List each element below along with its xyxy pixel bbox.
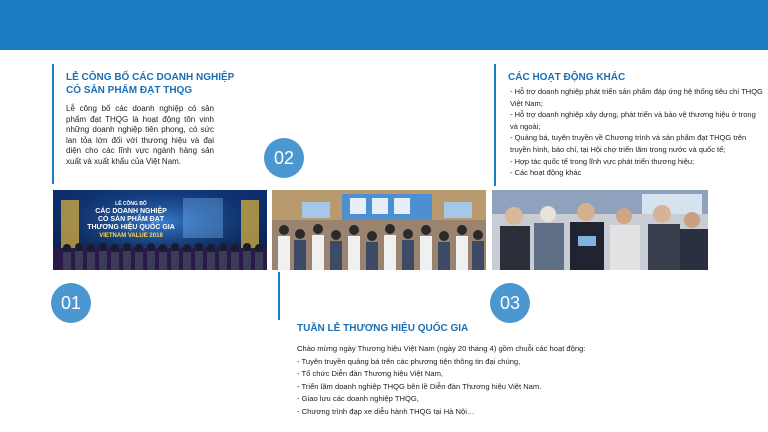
section2-accent-line [278,272,280,320]
section2-intro: Chào mừng ngày Thương hiệu Việt Nam (ngày 20 tháng 4) gồm chuỗi các hoạt động: [297,344,586,353]
award-ceremony-image [53,190,267,270]
photo-exhibition-visit [492,190,708,270]
photo1-caption-line2: CÁC DOANH NGHIỆP [95,208,167,215]
photo1-caption-line3: CÓ SẢN PHẨM ĐẠT [97,216,165,223]
list-item: - Giao lưu các doanh nghiệp THQG, [297,394,419,404]
list-item: - Quảng bá, tuyên truyền về Chương trình và sản phẩm đạt THQG trên truyền hình, báo chí, tại Hội chợ triển lãm trong nước và quốc tế; [510,133,747,154]
section1-body: Lễ công bố các doanh nghiệp có sản phẩm đạt THQG là hoạt động tôn vinh những doanh nghiệp tiên phong, có sức lan tỏa lớn đối với thương hiệu và đại diện cho các lĩnh vực ngành hàng sản xuất và xuất khẩu của Việt Nam. [66,104,214,166]
list-item: - Hỗ trợ doanh nghiệp xây dựng, phát triển và bảo vệ thương hiệu ở trong và ngoài; [510,110,756,131]
step-01-badge: 01 [51,283,91,323]
photo1-caption-line4: THƯƠNG HIỆU QUỐC GIA [87,224,175,231]
section3-accent-line [494,64,496,186]
list-item: - Hỗ trợ doanh nghiệp phát triển sản phẩm đáp ứng hệ thống tiêu chí THQG Việt Nam; [510,87,763,108]
list-item: - Tuyên truyền quảng bá trên các phương tiện thông tin đại chúng, [297,357,521,366]
photo1-caption-line5: VIETNAM VALUE 2018 [99,233,163,239]
section1-accent-line [52,64,54,184]
section1-title-line1: LỄ CÔNG BỐ CÁC DOANH NGHIỆP [66,72,235,83]
list-item: - Tổ chức Diễn đàn Thương hiệu Việt Nam, [297,369,444,379]
list-item: - Các hoạt động khác [510,168,582,178]
section2-title: TUẦN LỄ THƯƠNG HIỆU QUỐC GIA [297,323,469,334]
step-02-badge: 02 [264,138,304,178]
list-item: - Triển lãm doanh nghiệp THQG bên lề Diễn đàn Thương hiệu Việt Nam. [297,381,542,391]
exhibition-visit-image [492,190,708,270]
section2-activity-list [297,356,597,418]
photo-award-ceremony [53,190,267,270]
section1-title [66,71,234,97]
photo1-caption-line1: LỄ CÔNG BỐ [115,201,147,207]
header-bar [0,0,768,50]
section3-title: CÁC HOẠT ĐỘNG KHÁC [508,72,626,83]
list-item: - Chương trình đạp xe diễu hành THQG tại Hà Nội… [297,406,475,416]
photo-forum-audience [272,190,486,270]
section1-title-line2: CÓ SẢN PHẨM ĐẠT THQG [66,85,193,96]
forum-audience-image [272,190,486,270]
section3-activity-list [510,86,764,179]
list-item: - Hợp tác quốc tế trong lĩnh vực phát triển thương hiệu; [510,156,695,166]
step-03-badge: 03 [490,283,530,323]
